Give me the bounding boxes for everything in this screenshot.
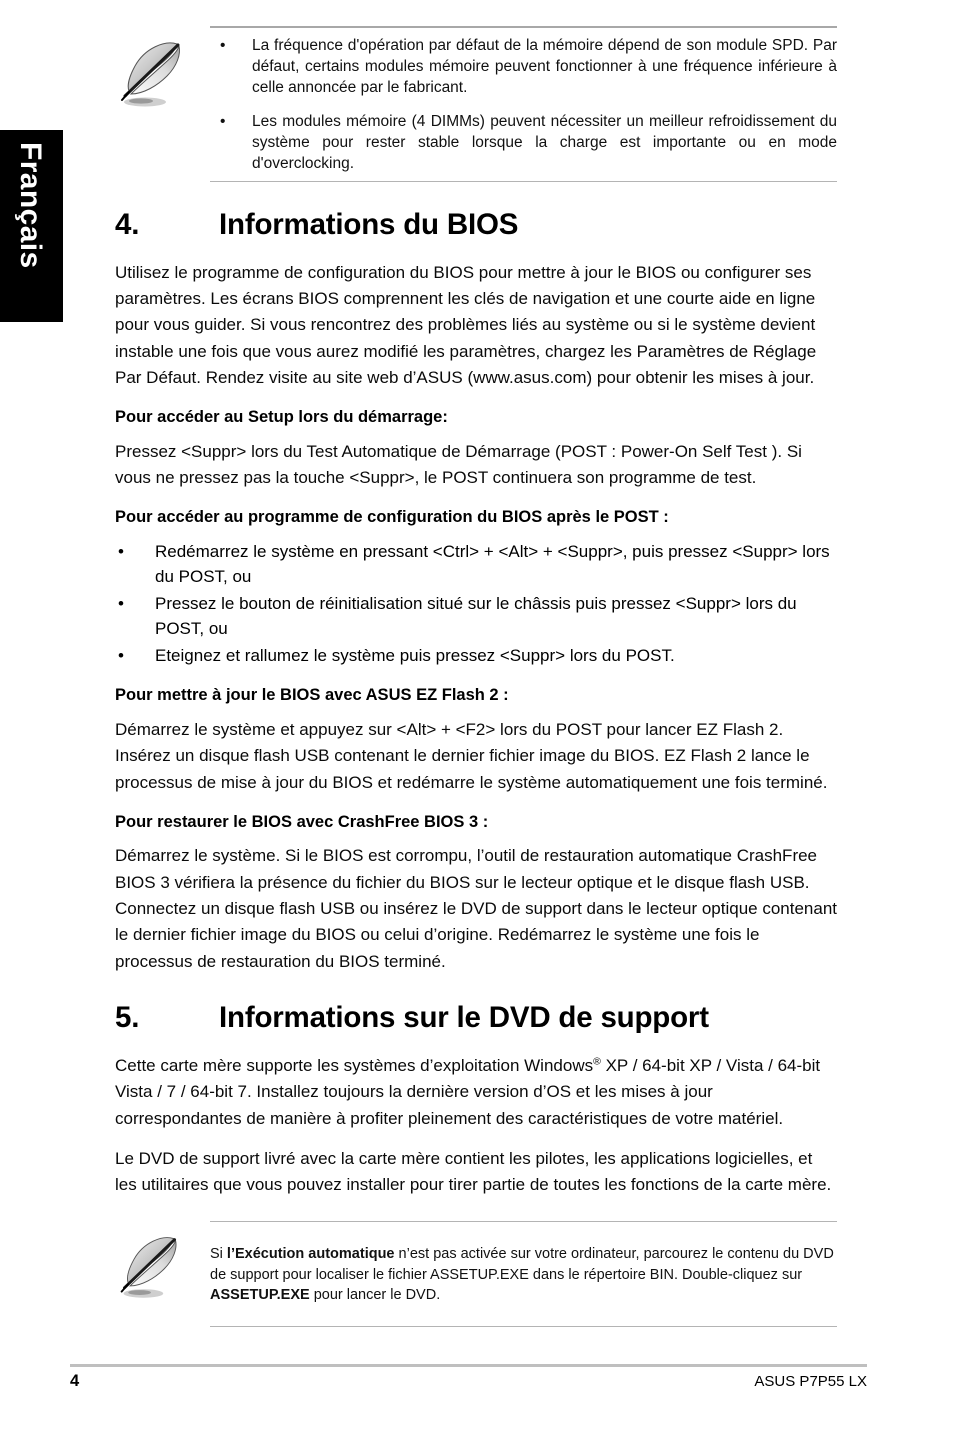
bullet-item (115, 643, 837, 669)
page-content (115, 0, 837, 1327)
bullet-item-text: Redémarrez le système en pressant <Ctrl> + <Alt> + <Suppr>, puis pressez <Suppr> lors du POST, ou (155, 541, 830, 587)
section-5-para-2: Le DVD de support livré avec la carte mère contient les pilotes, les applications logicielles, et les utilitaires que vous pouvez installer pour tirer partie de toutes les fonctions de la carte mère. (115, 1149, 832, 1195)
note-bottom-t2: n’est pas activée sur votre ordinateur, parcourez le contenu du DVD de support pour localiser le fichier ASSETUP.EXE dans le répertoire BIN. Double-cliquez sur (210, 1246, 834, 1283)
registered-mark: ® (593, 1055, 601, 1068)
section-5-para-1 (115, 1053, 837, 1132)
note-bottom-rule-lower (210, 1326, 837, 1327)
quill-pen-icon (115, 28, 210, 112)
section-4-heading (115, 208, 837, 242)
note-top-list (210, 36, 837, 175)
note-bottom-b2: ASSETUP.EXE (210, 1287, 310, 1304)
language-tab-francais (0, 130, 63, 322)
sub-heading-ez-flash: Pour mettre à jour le BIOS avec ASUS EZ Flash 2 : (115, 686, 509, 705)
footer-document-id: ASUS P7P55 LX (754, 1373, 867, 1390)
bullet-glyph: • (118, 645, 124, 665)
section-4-number: 4. (115, 207, 140, 241)
bullet-item-text: Pressez le bouton de réinitialisation situé sur le châssis puis pressez <Suppr> lors du POST, ou (155, 593, 797, 639)
language-tab-label: Français (14, 142, 47, 269)
footer-page-number: 4 (70, 1372, 80, 1390)
bullet-glyph: • (118, 541, 124, 561)
bullet-glyph: • (220, 37, 226, 54)
note-top-item (210, 36, 837, 98)
footer-divider (70, 1364, 867, 1367)
note-box-bottom (115, 1222, 837, 1327)
section-4-title: Informations du BIOS (219, 207, 519, 241)
quill-pen-icon (115, 1222, 210, 1304)
sub-heading-setup-after-post: Pour accéder au programme de configuration du BIOS après le POST : (115, 508, 669, 527)
page-footer (70, 1372, 867, 1391)
bullet-item (115, 539, 837, 590)
sub-text-setup-boot: Pressez <Suppr> lors du Test Automatique de Démarrage (POST : Power-On Self Test ). Si vous ne pressez pas la touche <Suppr>, le POST continuera son programme de test. (115, 441, 802, 488)
sub-text-crashfree: Démarrez le système. Si le BIOS est corrompu, l’outil de restauration automatique CrashFree BIOS 3 vérifiera la présence du fichier du BIOS sur le lecteur optique et le disque flash USB. Connectez un disque flash USB ou insérez le DVD de support dans le lecteur optique contenant le dernier fichier image du BIOS ou celui d’origine. Redémarrez le système une fois le processus de restauration du BIOS terminé. (115, 846, 838, 971)
note-top-item-text: Les modules mémoire (4 DIMMs) peuvent nécessiter un meilleur refroidissement du système pour rester stable lorsque la charge est importante ou en mode d'overclocking. (252, 113, 837, 172)
note-top-item-text: La fréquence d'opération par défaut de la mémoire dépend de son module SPD. Par défaut, certains modules mémoire peuvent fonctionner à une fréquence inférieure à celle annoncée par le fabricant. (252, 37, 837, 96)
section-5-heading (115, 1001, 837, 1035)
note-top-body (210, 28, 837, 181)
note-top-item (210, 112, 837, 174)
note-bottom-body (210, 1222, 837, 1327)
bullet-glyph: • (118, 593, 124, 613)
bullet-glyph: • (220, 113, 226, 131)
section-5-para-1-a: Cette carte mère supporte les systèmes d’exploitation Windows (115, 1056, 594, 1075)
bullet-item (115, 591, 837, 642)
note-bottom-t1: Si (210, 1246, 227, 1263)
note-box-top (115, 28, 837, 181)
section-5-title: Informations sur le DVD de support (219, 1001, 709, 1034)
bullet-item-text: Eteignez et rallumez le système puis pressez <Suppr> lors du POST. (155, 645, 675, 665)
sub-heading-setup-boot: Pour accéder au Setup lors du démarrage: (115, 408, 448, 427)
bullet-list-after-post (115, 539, 837, 669)
sub-heading-crashfree: Pour restaurer le BIOS avec CrashFree BIOS 3 : (115, 812, 489, 831)
note-bottom-text (210, 1244, 837, 1306)
section-5-number: 5. (115, 1001, 140, 1034)
sub-text-ez-flash: Démarrez le système et appuyez sur <Alt> + <F2> lors du POST pour lancer EZ Flash 2. Insérez un disque flash USB contenant le dernier fichier image du BIOS. EZ Flash 2 lance le processus de mise à jour du BIOS et redémarre le système automatiquement une fois terminé. (115, 719, 828, 792)
note-bottom-b1: l’Exécution automatique (226, 1246, 395, 1263)
section-5-para-1-b: XP / 64-bit XP / Vista / 64-bit Vista / 7 / 64-bit 7. Installez toujours la dernière version d’OS et les mises à jour correspondantes de manière à profiter pleinement des caractéristiques de votre matériel. (115, 1056, 821, 1128)
note-bottom-t3: pour lancer le DVD. (309, 1287, 441, 1304)
section-4-intro: Utilisez le programme de configuration du BIOS pour mettre à jour le BIOS ou configurer ses paramètres. Les écrans BIOS comprennent les clés de navigation et une courte aide en ligne pour vous guider. Si vous rencontrez des problèmes liés au système ou si le système devient instable une fois que vous aurez modifié les paramètres, chargez les Paramètres de Réglage Par Défaut. Rendez visite au site web d’ASUS (www.asus.com) pour obtenir les mises à jour. (115, 262, 817, 387)
